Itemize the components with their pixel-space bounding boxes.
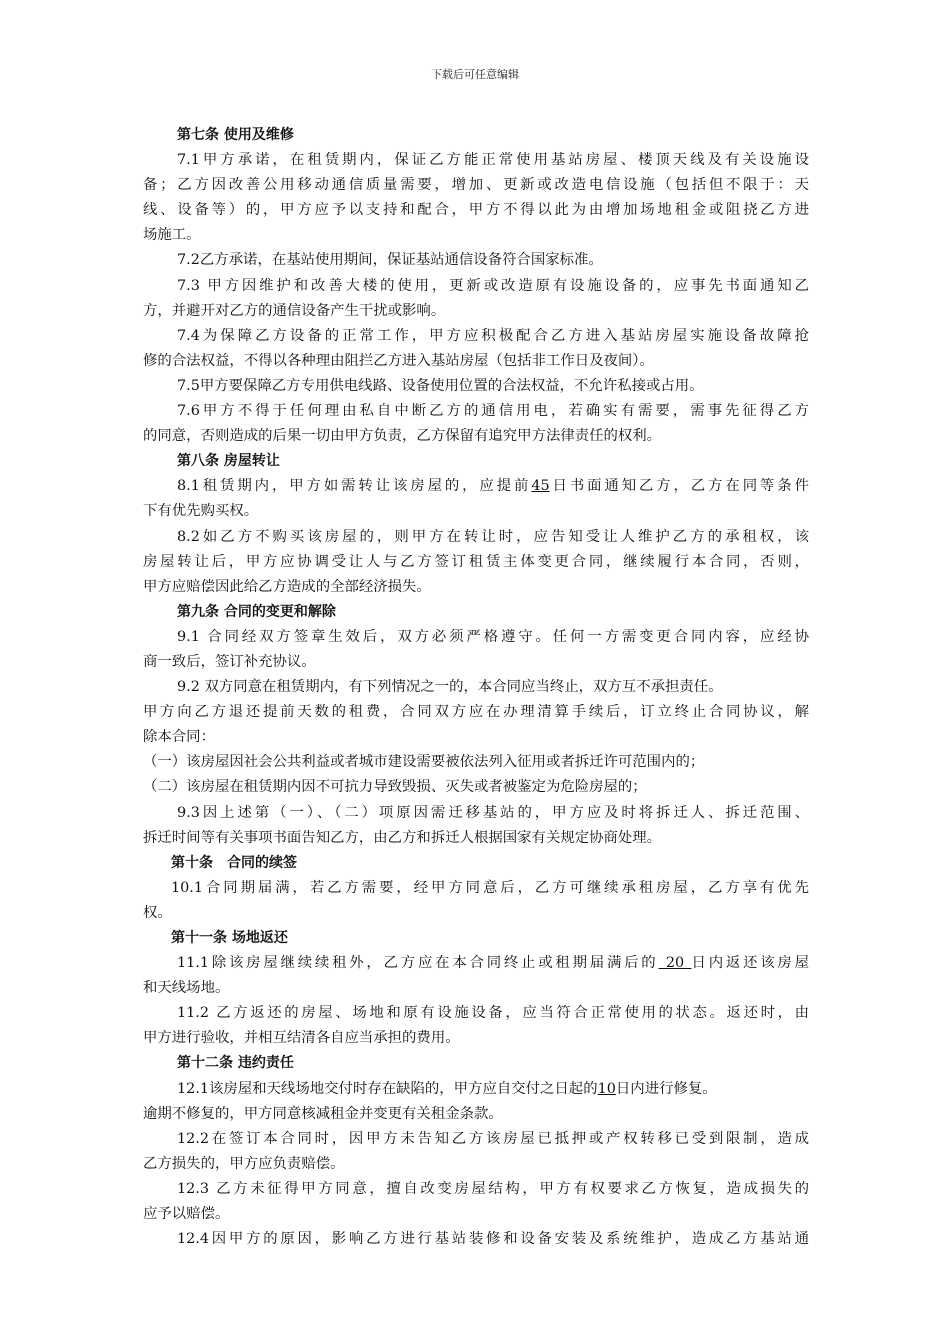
text-line: 7.1甲方承诺，在租赁期内，保证乙方能正常使用基站房屋、楼顶天线及有关设施设 <box>177 152 809 169</box>
text-line: 和天线场地。 <box>143 980 230 997</box>
text-line: 应予以赔偿。 <box>143 1206 230 1223</box>
underlined-value: 20 <box>658 955 692 972</box>
page-header: 下载后可任意编辑 <box>431 68 519 81</box>
text-line: 12.4因甲方的原因，影响乙方进行基站装修和设备安装及系统维护，造成乙方基站通 <box>177 1231 809 1248</box>
section-heading: 第十一条 场地返还 <box>171 930 288 946</box>
text-segment: 11.1除该房屋继续续租外，乙方应在本合同终止或租期届满后的 <box>177 955 659 972</box>
text-line <box>143 1077 809 1102</box>
text-segment: 8.1租赁期内，甲方如需转让该房屋的，应提前 <box>177 478 532 495</box>
text-line: 7.2乙方承诺，在基站使用期间，保证基站通信设备符合国家标准。 <box>177 252 603 269</box>
text-line <box>143 951 809 976</box>
text-line: 修的合法权益，不得以各种理由阻拦乙方进入基站房屋（包括非工作日及夜间）。 <box>143 352 654 369</box>
text-line: 权。 <box>143 904 172 921</box>
text-line: 除本合同： <box>143 729 215 746</box>
text-segment: 日内进行修复。 <box>615 1080 717 1097</box>
underlined-value: 10 <box>597 1080 616 1097</box>
section-heading: 第七条 使用及维修 <box>177 127 294 143</box>
text-line: 12.2在签订本合同时，因甲方未告知乙方该房屋已抵押或产权转移已受到限制，造成 <box>177 1130 809 1147</box>
text-line <box>143 474 809 499</box>
text-segment: 日内返还该房屋 <box>691 955 809 972</box>
text-line: 11.2 乙方返还的房屋、场地和原有设施设备，应当符合正常使用的状态。返还时，由 <box>177 1005 809 1022</box>
text-line: 7.6甲方不得于任何理由私自中断乙方的通信用电，若确实有需要，需事先征得乙方 <box>177 403 809 420</box>
text-line: 甲方应赔偿因此给乙方造成的全部经济损失。 <box>143 578 431 595</box>
text-line: （一）该房屋因社会公共利益或者城市建设需要被依法列入征用或者拆迁许可范围内的； <box>143 754 705 771</box>
section-heading: 第九条 合同的变更和解除 <box>177 603 336 620</box>
text-line: 房屋转让后，甲方应协调受让人与乙方签订租赁主体变更合同，继续履行本合同，否则， <box>143 553 809 570</box>
text-line: 逾期不修复的，甲方同意核减租金并变更有关租金条款。 <box>143 1105 503 1122</box>
text-line: 商一致后，签订补充协议。 <box>143 653 316 670</box>
text-line: 9.3因上述第（一）、（二）项原因需迁移基站的，甲方应及时将拆迁人、拆迁范围、 <box>177 804 809 821</box>
text-line: 12.3 乙方未征得甲方同意，擅自改变房屋结构，甲方有权要求乙方恢复，造成损失的 <box>177 1180 809 1197</box>
text-segment: 12.1该房屋和天线场地交付时存在缺陷的，甲方应自交付之日起的 <box>177 1080 598 1097</box>
text-line: 9.1 合同经双方签章生效后，双方必须严格遵守。任何一方需变更合同内容，应经协 <box>177 628 809 645</box>
text-line: （二）该房屋在租赁期内因不可抗力导致毁损、灭失或者被鉴定为危险房屋的； <box>143 779 647 796</box>
text-line: 8.2如乙方不购买该房屋的，则甲方在转让时，应告知受让人维护乙方的承租权，该 <box>177 528 809 545</box>
section-heading: 第十条 合同的续签 <box>171 854 297 871</box>
text-line: 拆迁时间等有关事项书面告知乙方，由乙方和拆迁人根据国家有关规定协商处理。 <box>143 829 662 846</box>
text-line: 7.5甲方要保障乙方专用供电线路、设备使用位置的合法权益，不允许私接或占用。 <box>177 377 704 394</box>
section-heading: 第十二条 违约责任 <box>177 1055 294 1072</box>
contract-body <box>143 123 809 1252</box>
underlined-value: 45 <box>531 478 550 495</box>
text-line: 甲方进行验收，并相互结清各自应当承担的费用。 <box>143 1030 460 1047</box>
text-line: 场施工。 <box>143 227 201 244</box>
text-segment: 日书面通知乙方，乙方在同等条件 <box>549 478 809 495</box>
text-line: 备；乙方因改善公用移动通信质量需要，增加、更新或改造电信设施（包括但不限于：天 <box>143 177 809 194</box>
text-line: 7.4为保障乙方设备的正常工作，甲方应积极配合乙方进入基站房屋实施设备故障抢 <box>177 327 809 344</box>
text-line: 9.2 双方同意在租赁期内，有下列情况之一的，本合同应当终止，双方互不承担责任。 <box>177 679 723 696</box>
text-line: 方，并避开对乙方的通信设备产生干扰或影响。 <box>143 302 446 319</box>
text-line: 7.3 甲方因维护和改善大楼的使用，更新或改造原有设施设备的，应事先书面通知乙 <box>177 277 809 294</box>
text-line: 乙方损失的，甲方应负责赔偿。 <box>143 1155 345 1172</box>
text-line: 下有优先购买权。 <box>143 503 259 520</box>
text-line: 的同意，否则造成的后果一切由甲方负责，乙方保留有追究甲方法律责任的权利。 <box>143 428 662 445</box>
section-heading: 第八条 房屋转让 <box>177 453 280 470</box>
text-line: 10.1合同期届满，若乙方需要，经甲方同意后，乙方可继续承租房屋，乙方享有优先 <box>171 879 809 896</box>
text-line: 线、设备等）的，甲方应予以支持和配合，甲方不得以此为由增加场地租金或阻挠乙方进 <box>143 202 809 219</box>
text-line: 甲方向乙方退还提前天数的租费，合同双方应在办理清算手续后，订立终止合同协议，解 <box>143 704 809 721</box>
